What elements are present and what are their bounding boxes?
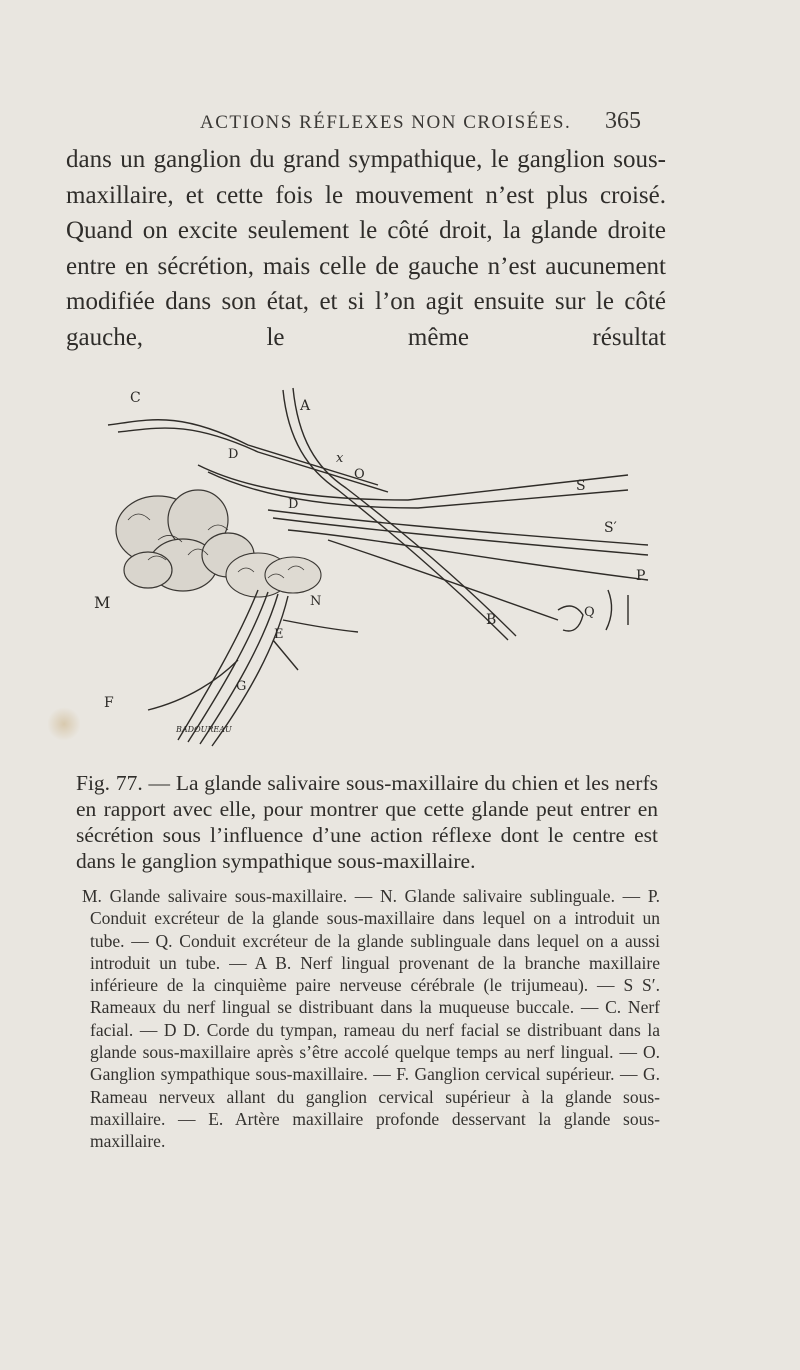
figure-caption-text: Fig. 77. — La glande salivaire sous-maxillaire du chien et les nerfs en rapport avec elle, pour montrer que cette glande peut entrer en sécrétion sous l’influence d’une action réflexe dont le centre est dans le ganglion sympathique sous-maxillaire. bbox=[76, 771, 658, 873]
label-Q: Q bbox=[584, 605, 595, 620]
label-x: x bbox=[336, 451, 344, 466]
figure-legend-text: M. Glande salivaire sous-maxillaire. — N. Glande salivaire sublinguale. — P. Conduit excréteur de la glande sous-maxillaire dans lequel on a introduit un tube. — Q. Conduit excréteur de la glande sublinguale dans lequel on a aussi introduit un tube. — A B. Nerf lingual provenant de la branche maxillaire inférieure de la cinquième paire nerveuse cérébrale (le trijumeau). — S S′. Rameaux du nerf lingual se distribuant dans la muqueuse buccale. — C. Nerf facial. — D D. Corde du tympan, rameau du nerf facial se distribuant dans la glande sous-maxillaire après s’être accolé quelque temps au nerf lingual. — O. Ganglion sympathique sous-maxillaire. — F. Ganglion cervical supérieur. — G. Rameau nerveux allant du ganglion cervical supérieur à la glande sous-maxillaire. — E. Artère maxillaire profonde desservant la glande sous-maxillaire. bbox=[82, 886, 660, 1152]
running-title: ACTIONS RÉFLEXES NON CROISÉES. bbox=[200, 112, 572, 133]
label-D-mid: D bbox=[288, 497, 299, 512]
label-N: N bbox=[310, 594, 322, 609]
anatomical-figure bbox=[88, 380, 668, 760]
label-S: S bbox=[576, 478, 586, 494]
label-O: O bbox=[354, 467, 365, 482]
label-P: P bbox=[636, 568, 646, 584]
label-B: B bbox=[486, 612, 497, 628]
label-D-top: D bbox=[228, 447, 239, 462]
page-number: 365 bbox=[605, 108, 641, 134]
body-paragraph bbox=[66, 142, 666, 391]
label-C: C bbox=[130, 390, 141, 406]
label-S-prime: S′ bbox=[604, 520, 617, 536]
label-M: M bbox=[94, 593, 111, 612]
label-F: F bbox=[104, 695, 114, 711]
running-head bbox=[0, 108, 800, 140]
figure-legend bbox=[82, 885, 660, 1153]
label-E: E bbox=[274, 627, 284, 642]
sublingual-gland-drawing bbox=[226, 553, 321, 597]
figure-caption bbox=[76, 770, 658, 874]
label-A: A bbox=[300, 398, 311, 414]
engraver-signature: BADOUREAU bbox=[176, 725, 232, 734]
figure-engraving bbox=[88, 380, 668, 760]
body-paragraph-text: dans un ganglion du grand sympathique, le ganglion sous-maxillaire, et cette fois le mouvement n’est plus croisé. Quand on excite seulement le côté droit, la glande droite entre en sécrétion, mais celle de gauche n’est aucunement modifiée dans son état, et si l’on agit ensuite sur le côté gauche, le même résultat bbox=[66, 146, 666, 351]
paper-stain bbox=[48, 706, 80, 742]
label-G: G bbox=[236, 679, 247, 694]
